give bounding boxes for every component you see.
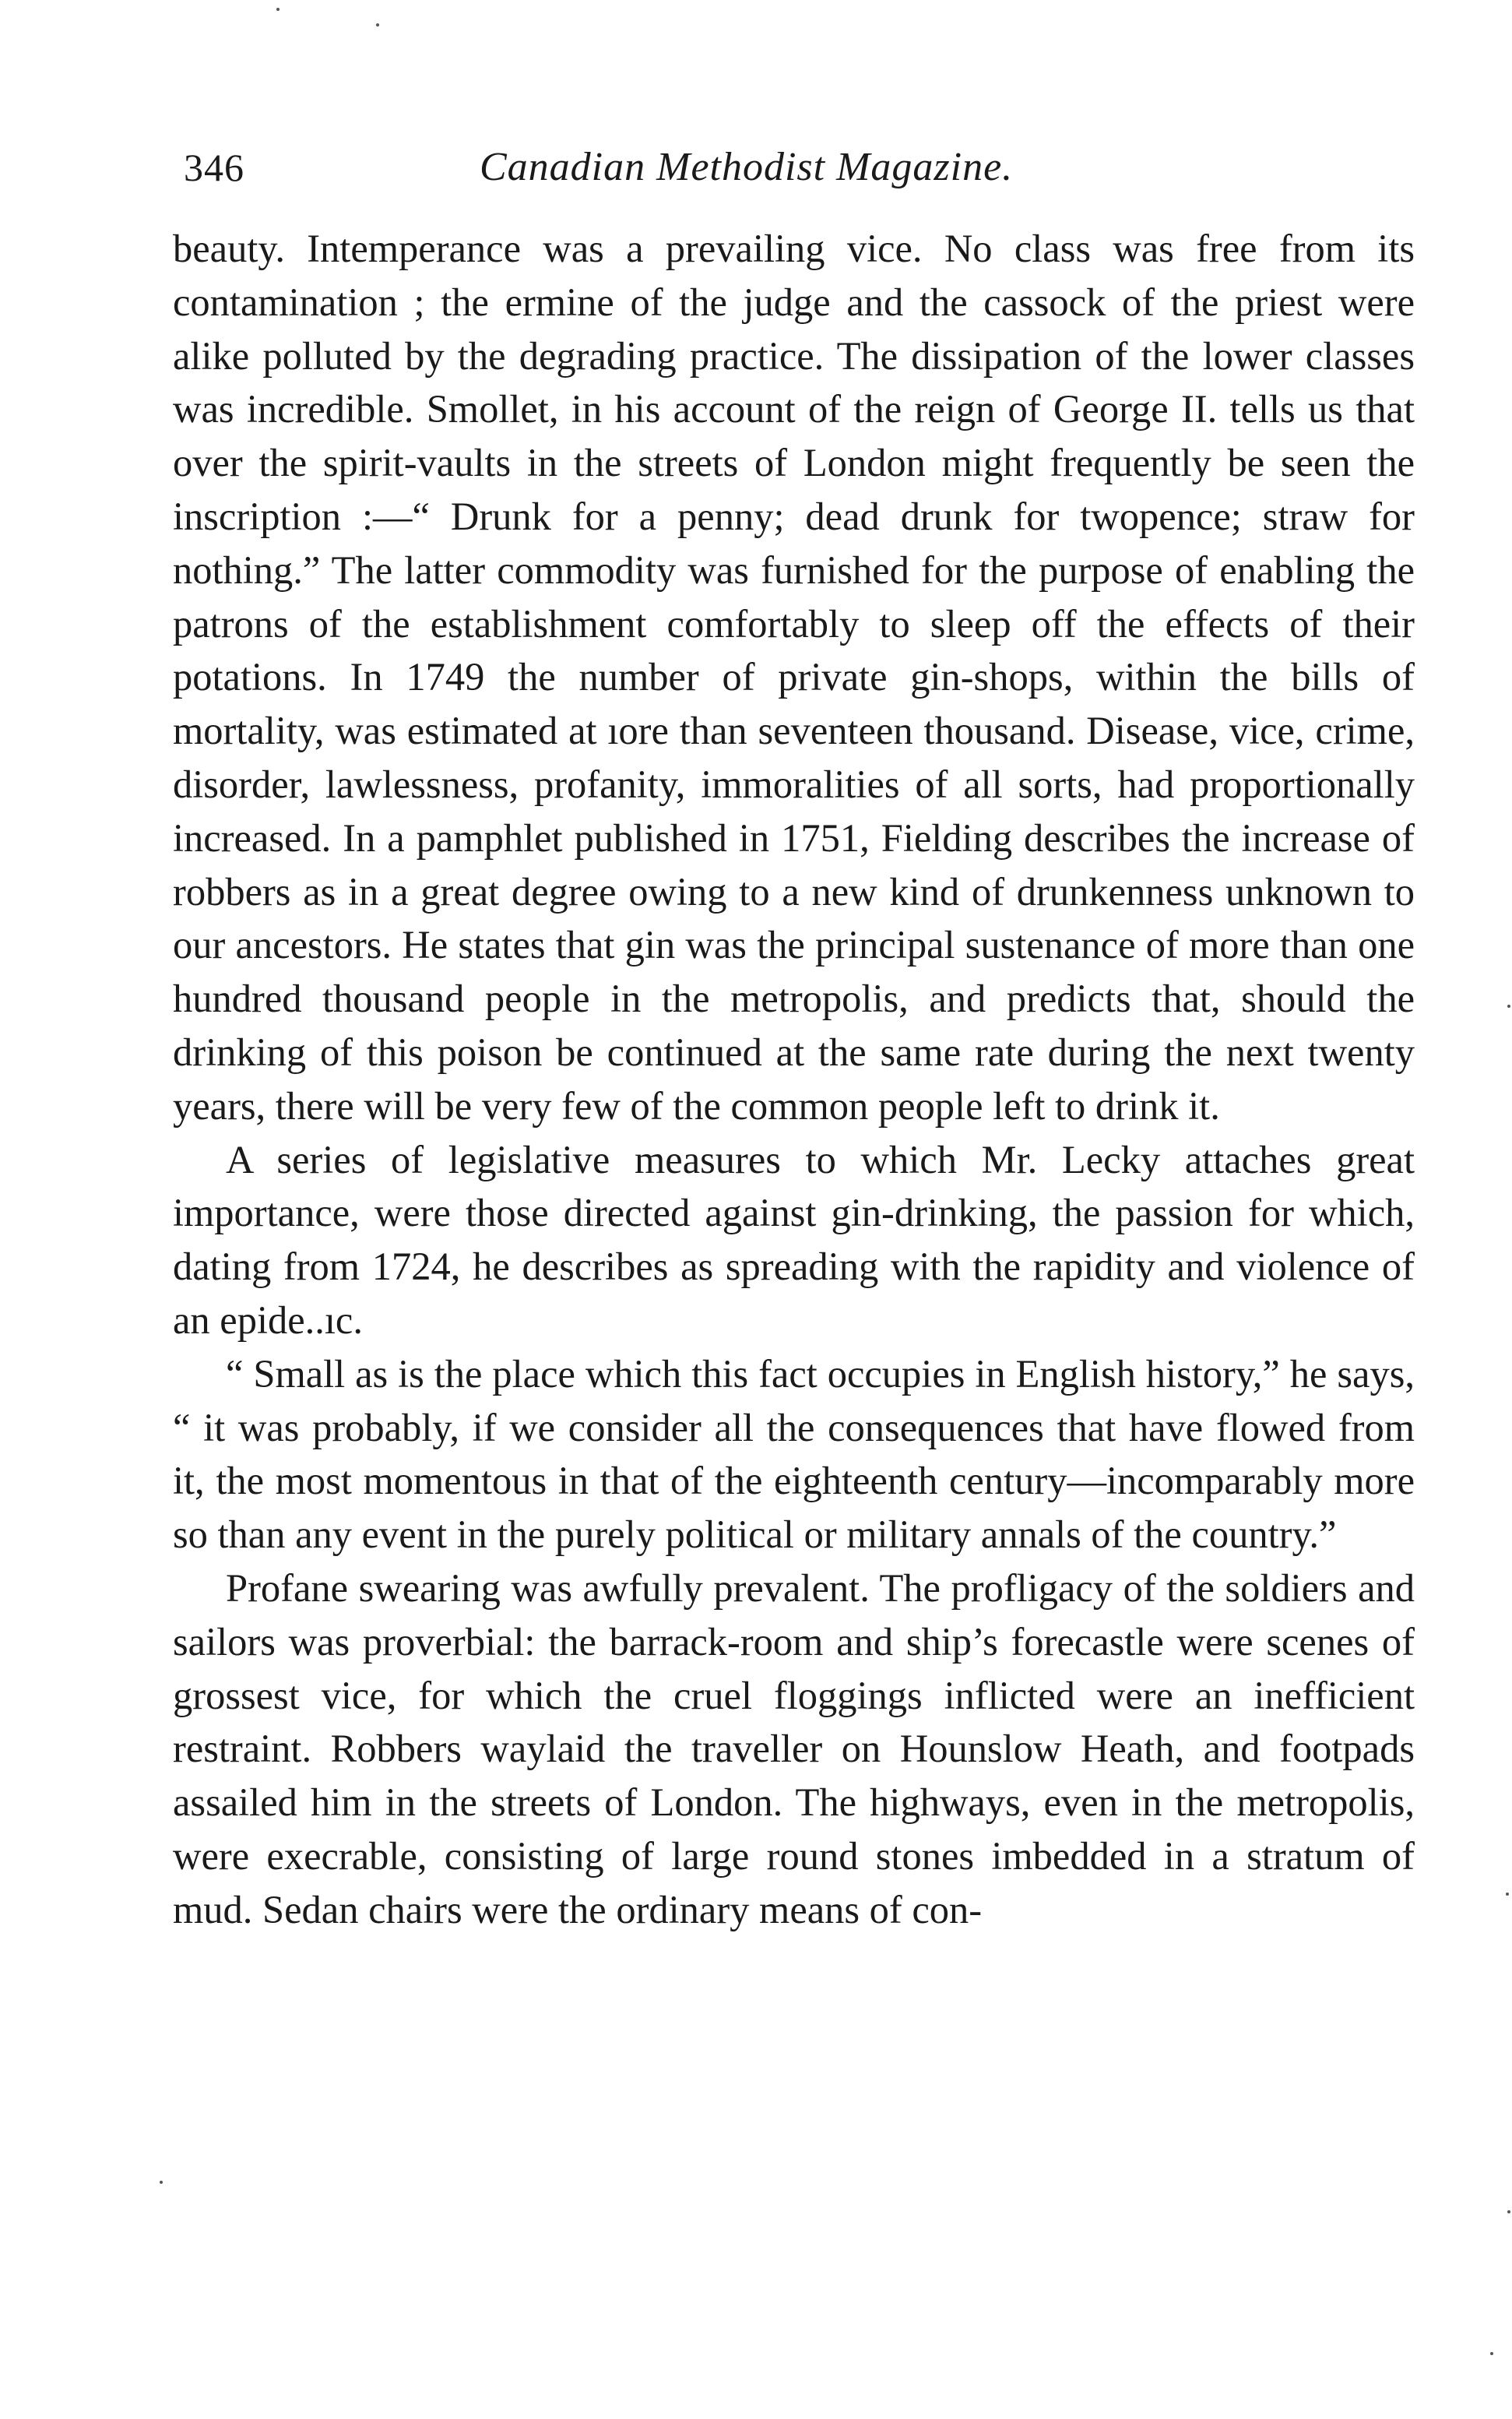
paragraph-continuation: beauty. Intemperance was a prevailing vice. No class was free from its contamination ; the ermine of the judge and the cassock of the priest were alike polluted by the degrading practice. The dissipation of the lower classes was incredible. Smollet, in his account of the reign of George II. tells us that over the spirit-vaults in the streets of London might frequently be seen the inscription :—“ Drunk for a penny; dead drunk for twopence; straw for nothing.” The latter commodity was furnished for the purpose of enabling the patrons of the establishment comfortably to sleep off the effects of their potations. In 1749 the number of private gin-shops, within the bills of mortality, was estimated at ıore than seventeen thousand. Disease, vice, crime, disorder, lawlessness, profanity, immoralities of all sorts, had proportionally increased. In a pamphlet published in 1751, Fielding describes the increase of robbers as in a great degree owing to a new kind of drunkenness unknown to our ancestors. He states that gin was the principal sustenance of more than one hundred thousand people in the metropolis, and predicts that, should the drinking of this poison be continued at the same rate during the next twenty years, there will be very few of the common people left to drink it. [173, 227, 1415, 1128]
scan-speck [1490, 2352, 1493, 2355]
paragraph-quotation: “ Small as is the place which this fact occupies in English history,” he says, “ it was probably, if we consider all the consequences that have flowed from it, the most momentous in that of the eighteenth century—incomparably more so than any event in the purely political or military annals of the country.” [173, 1351, 1415, 1557]
page-number: 346 [184, 146, 244, 189]
running-title: Canadian Methodist Magazine. [480, 145, 1014, 189]
scan-speck [1506, 1893, 1509, 1896]
paragraph-legislative-measures: A series of legislative measures to which Mr. Lecky attaches great importance, were those directed against gin-drinking, the passion for which, dating from 1724, he describes as spreading with the rapidity and violence of an epide..ıc. [173, 1137, 1415, 1342]
page-header [184, 140, 1414, 195]
body-text [173, 222, 1415, 1937]
scan-speck [276, 8, 280, 11]
scan-speck [1507, 1005, 1510, 1008]
scan-speck [160, 2181, 163, 2184]
scan-speck [1507, 2210, 1510, 2213]
scan-speck [376, 23, 379, 26]
paragraph-profane-swearing: Profane swearing was awfully prevalent. The profligacy of the soldiers and sailors was proverbial: the barrack-room and ship’s forecastle were scenes of grossest vice, for which the cruel floggings inflicted were an inefficient restraint. Robbers waylaid the traveller on Hounslow Heath, and footpads assailed him in the streets of London. The highways, even in the metropolis, were execrable, consisting of large round stones imbedded in a stratum of mud. Sedan chairs were the ordinary means of con- [173, 1565, 1415, 1931]
